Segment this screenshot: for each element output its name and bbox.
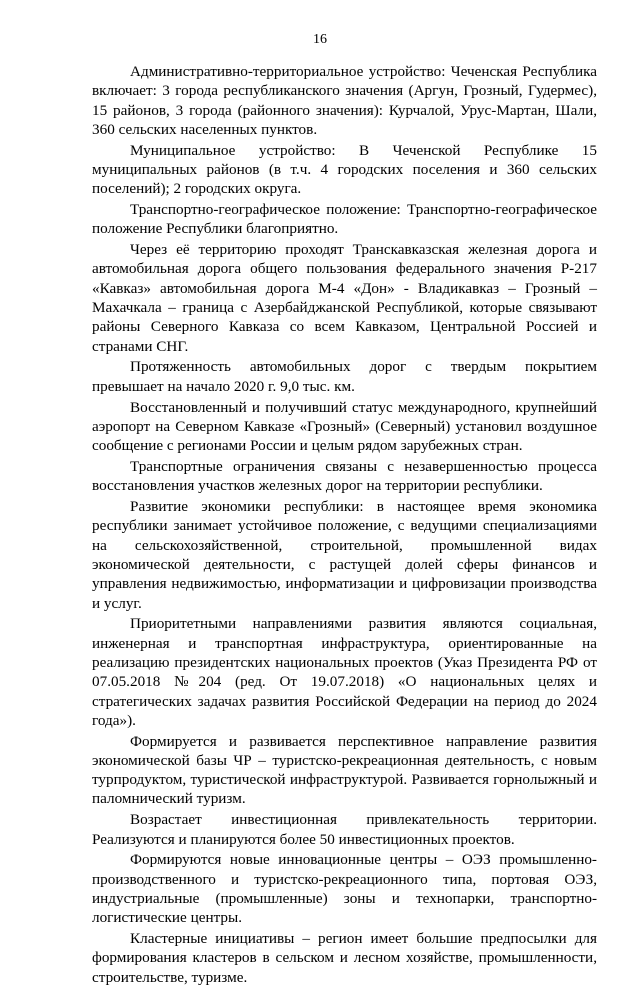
paragraph-administrative-structure: Административно-территориальное устройство: Чеченская Республика включает: 3 города республиканского значения (Аргун, Грозный, Гудермес), 15 районов, 3 города (районного значения): Курчалой, Урус-Мартан, Шали, 360 сельских населенных пунктов. bbox=[92, 63, 597, 138]
paragraph-innovation-centers: Формируются новые инновационные центры – ОЭЗ промышленно-производственного и туристско-рекреационного типа, портовая ОЭЗ, индустриальные (промышленные) зоны и технопарки, транспортно-логистические центры. bbox=[92, 851, 597, 927]
paragraph-priorities: Приоритетными направлениями развития являются социальная, инженерная и транспортная инфраструктура, ориентированные на реализацию президентских национальных проектов (Указ Президента РФ от 07.05.2018 №204 (ред. От 19.07.2018) «О национальных целях и стратегических задачах развития Российской Федерации на период до 2024 года»). bbox=[92, 615, 597, 729]
paragraph-clusters: Кластерные инициативы – регион имеет большие предпосылки для формирования кластеров в сельском и лесном хозяйстве, промышленности, строительстве, туризме. bbox=[92, 930, 597, 986]
paragraph-economy: Развитие экономики республики: в настоящее время экономика республики занимает устойчивое положение, с ведущими специализациями на сельскохозяйственной, строительной, промышленной видах экономической деятельности, с растущей долей сферы финансов и управления недвижимостью, информатизации и цифровизации производства и услуг. bbox=[92, 498, 597, 612]
paragraph-transport-limits: Транспортные ограничения связаны с незавершенностью процесса восстановления участков железных дорог на территории республики. bbox=[92, 457, 597, 495]
paragraph-transport-position: Транспортно-географическое положение: Транспортно-географическое положение Республики благоприятно. bbox=[92, 201, 597, 238]
paragraph-municipal-structure: Муниципальное устройство: В Чеченской Республике 15 муниципальных районов (в т.ч. 4 городских поселения и 360 сельских поселений); 2 городских округа. bbox=[92, 141, 597, 198]
paragraph-transit-routes: Через её территорию проходят Транскавказская железная дорога и автомобильная дорога общего пользования федерального значения Р-217 «Кавказ» автомобильная дорога М-4 «Дон» - Владикавказ – Грозный – Махачкала – граница с Азербайджанской Республикой, которые связывают районы Северного Кавказа со всем Кавказом, Центральной Россией и странами СНГ. bbox=[92, 241, 597, 355]
paragraph-tourism: Формируется и развивается перспективное направление развития экономической базы ЧР – туристско-рекреационная деятельность, с новым турпродуктом, туристической инфраструктурой. Развивается горнолыжный и паломнический туризм. bbox=[92, 732, 597, 808]
page-number: 16 bbox=[313, 32, 327, 47]
document-body bbox=[92, 62, 597, 988]
paragraph-airport: Восстановленный и получивший статус международного, крупнейший аэропорт на Северном Кавказе «Грозный» (Северный) установил воздушное сообщение с регионами России и целым рядом зарубежных стран. bbox=[92, 398, 597, 455]
paragraph-road-length: Протяженность автомобильных дорог с твердым покрытием превышает на начало 2020 г. 9,0 тыс. км. bbox=[92, 358, 597, 395]
paragraph-investment: Возрастает инвестиционная привлекательность территории. Реализуются и планируются более 50 инвестиционных проектов. bbox=[92, 811, 597, 848]
